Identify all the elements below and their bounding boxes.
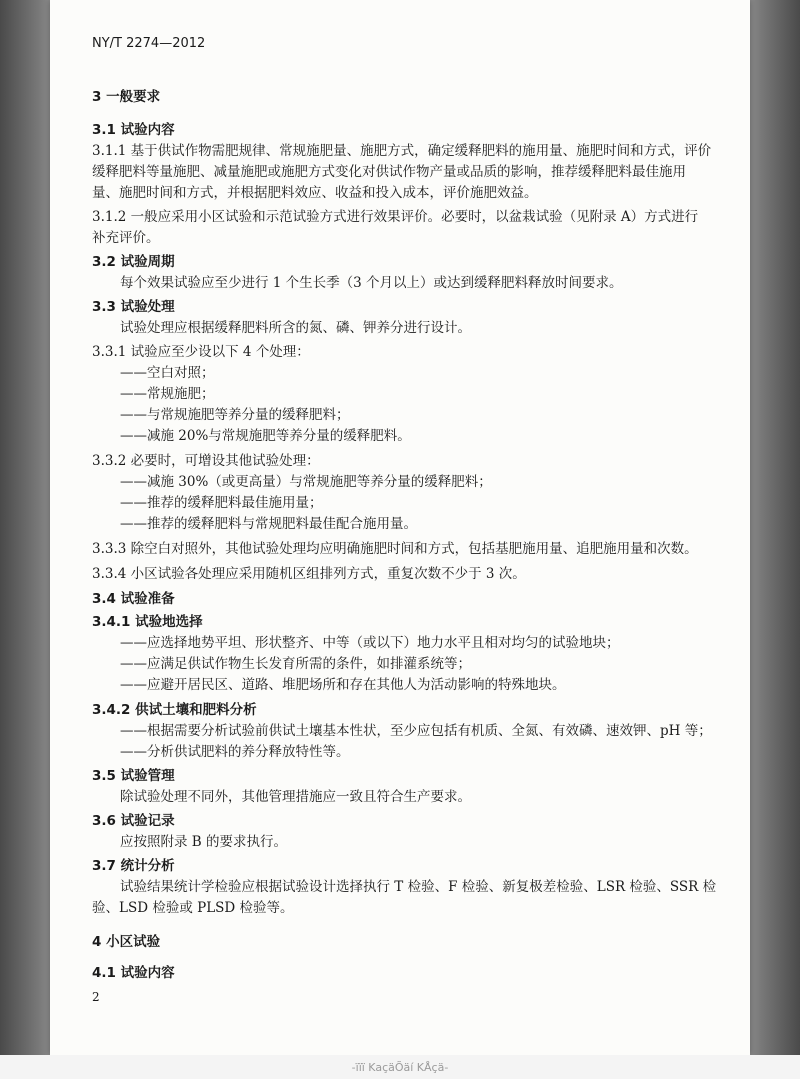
paragraph-line: 3.1.1 基于供试作物需肥规律、常规施肥量、施肥方式，确定缓释肥料的施用量、施肥时间和方式，评价	[92, 143, 712, 159]
paragraph-line: 3.3.2 必要时，可增设其他试验处理：	[92, 453, 320, 469]
subsection-heading: 3.3 试验处理	[92, 299, 175, 315]
standard-code-header: NY/T 2274—2012	[92, 36, 206, 51]
page-number: 2	[92, 990, 100, 1004]
subsection-heading: 4.1 试验内容	[92, 965, 175, 981]
paragraph-line: 每个效果试验应至少进行 1 个生长季（3 个月以上）或达到缓释肥料释放时间要求。	[120, 275, 623, 291]
paragraph-line: 除试验处理不同外，其他管理措施应一致且符合生产要求。	[120, 789, 471, 805]
paragraph-line: 补充评价。	[92, 230, 160, 246]
section-heading: 4 小区试验	[92, 934, 161, 950]
paragraph-line: 验、LSD 检验或 PLSD 检验等。	[92, 900, 294, 916]
paragraph-line: 量、施肥时间和方式，并根据肥料效应、收益和投入成本，评价施肥效益。	[92, 185, 538, 201]
paragraph-line: 3.3.4 小区试验各处理应采用随机区组排列方式，重复次数不少于 3 次。	[92, 566, 526, 582]
subsection-heading: 3.4.1 试验地选择	[92, 614, 203, 630]
paragraph-line: 3.1.2 一般应采用小区试验和示范试验方式进行效果评价。必要时，以盆栽试验（见附录 A）方式进行	[92, 209, 699, 225]
subsection-heading: 3.5 试验管理	[92, 768, 175, 784]
footer-watermark: -ïïï KaçäÕäí KÅçä-	[351, 1061, 449, 1074]
paragraph-line: 3.3.3 除空白对照外，其他试验处理均应明确施肥时间和方式，包括基肥施用量、追肥施用量和次数。	[92, 541, 698, 557]
list-item: ——空白对照；	[120, 365, 215, 381]
paragraph-line: 试验结果统计学检验应根据试验设计选择执行 T 检验、F 检验、新复极差检验、LSR 检验、SSR 检	[120, 879, 717, 895]
list-item: ——减施 30%（或更高量）与常规施肥等养分量的缓释肥料；	[120, 474, 492, 490]
list-item: ——推荐的缓释肥料与常规肥料最佳配合施用量。	[120, 516, 417, 532]
paragraph-line: 3.3.1 试验应至少设以下 4 个处理：	[92, 344, 310, 360]
subsection-heading: 3.1 试验内容	[92, 122, 175, 138]
subsection-heading: 3.7 统计分析	[92, 858, 175, 874]
list-item: ——应满足供试作物生长发育所需的条件，如排灌系统等；	[120, 656, 471, 672]
paragraph-line: 缓释肥料等量施肥、减量施肥或施肥方式变化对供试作物产量或品质的影响，推荐缓释肥料最佳施用	[92, 164, 686, 180]
subsection-heading: 3.4.2 供试土壤和肥料分析	[92, 702, 257, 718]
list-item: ——常规施肥；	[120, 386, 215, 402]
subsection-heading: 3.2 试验周期	[92, 254, 175, 270]
list-item: ——与常规施肥等养分量的缓释肥料；	[120, 407, 350, 423]
list-item: ——应避开居民区、道路、堆肥场所和存在其他人为活动影响的特殊地块。	[120, 677, 566, 693]
list-item: ——分析供试肥料的养分释放特性等。	[120, 744, 350, 760]
list-item: ——推荐的缓释肥料最佳施用量；	[120, 495, 323, 511]
paragraph-line: 试验处理应根据缓释肥料所含的氮、磷、钾养分进行设计。	[120, 320, 471, 336]
list-item: ——减施 20%与常规施肥等养分量的缓释肥料。	[120, 428, 411, 444]
paragraph-line: 应按照附录 B 的要求执行。	[120, 834, 288, 850]
subsection-heading: 3.6 试验记录	[92, 813, 175, 829]
subsection-heading: 3.4 试验准备	[92, 591, 175, 607]
list-item: ——根据需要分析试验前供试土壤基本性状，至少应包括有机质、全氮、有效磷、速效钾、pH 等；	[120, 723, 712, 739]
list-item: ——应选择地势平坦、形状整齐、中等（或以下）地力水平且相对均匀的试验地块；	[120, 635, 620, 651]
section-heading: 3 一般要求	[92, 89, 161, 105]
